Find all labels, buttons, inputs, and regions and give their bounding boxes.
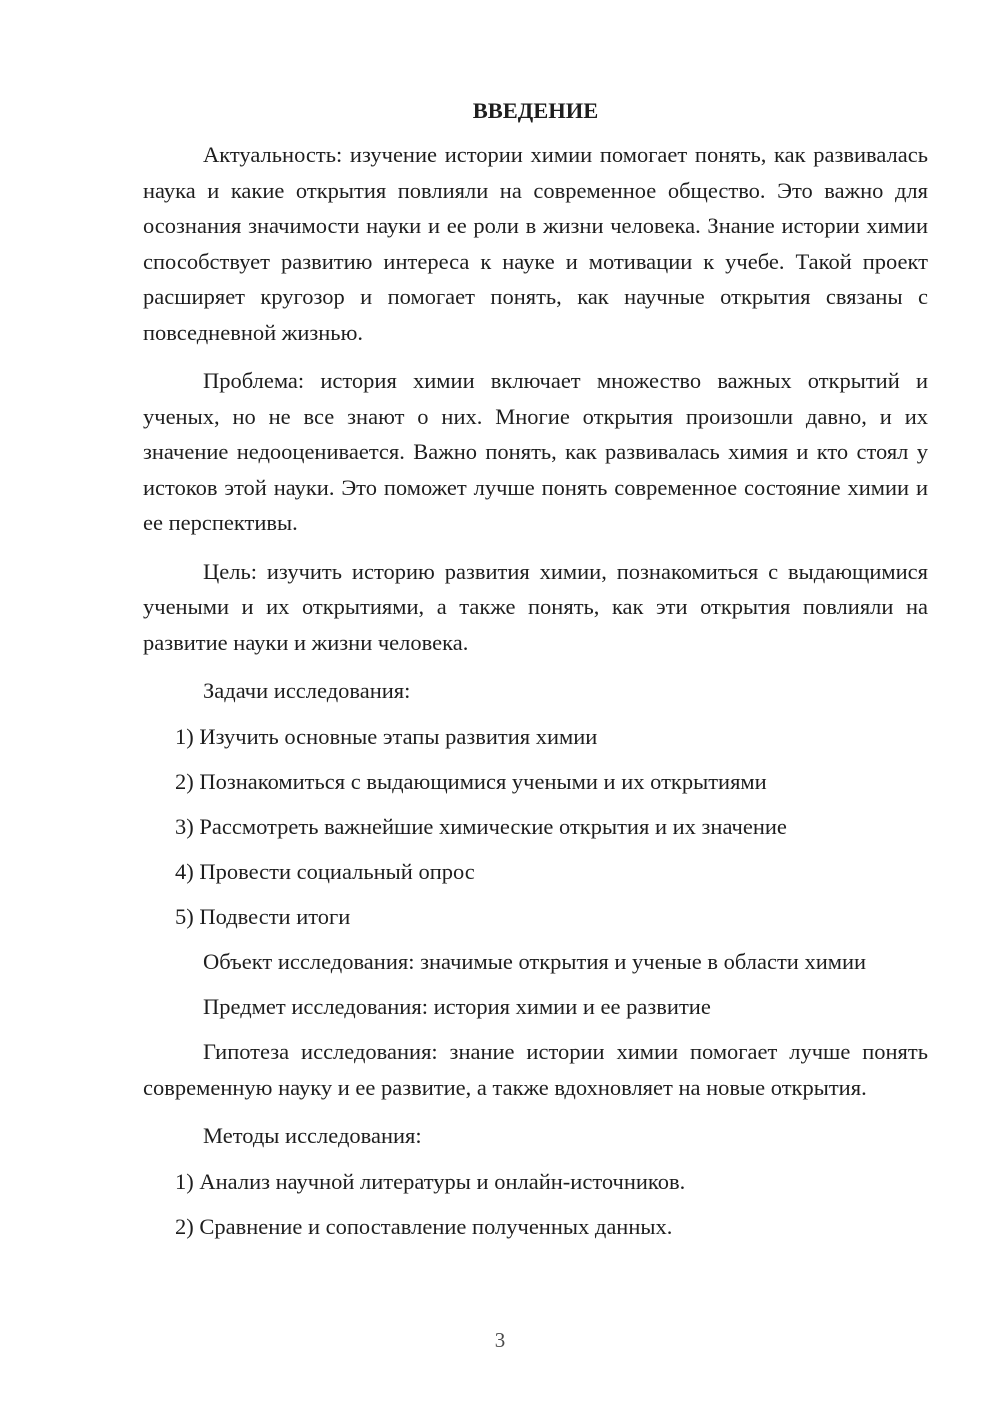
subject-paragraph: Предмет исследования: история химии и ее развитие (203, 993, 711, 1019)
relevance-paragraph: Актуальность: изучение истории химии помогает понять, как развивалась наука и какие открытия повлияли на современное общество. Это важно для осознания значимости науки и ее роли в жизни человека. Знание истории химии способствует развитию интереса к науке и мотивации к учебе. Такой проект расширяет кругозор и помогает понять, как научные открытия связаны с повседневной жизнью. (143, 142, 928, 345)
object-paragraph: Объект исследования: значимые открытия и ученые в области химии (203, 948, 867, 974)
list-item: 1) Изучить основные этапы развития химии (175, 723, 598, 749)
page-number: 3 (494, 1328, 506, 1352)
tasks-heading: Задачи исследования: (203, 678, 411, 703)
goal-paragraph: Цель: изучить историю развития химии, познакомиться с выдающимися учеными и их открытиями, а также понять, как эти открытия повлияли на развитие науки и жизни человека. (143, 558, 928, 655)
tasks-list (143, 719, 928, 935)
list-item: 1) Анализ научной литературы и онлайн-источников. (175, 1168, 686, 1194)
list-item: 2) Познакомиться с выдающимися учеными и их открытиями (175, 768, 767, 794)
list-item: 4) Провести социальный опрос (175, 858, 475, 884)
methods-list (143, 1164, 928, 1245)
methods-heading: Методы исследования: (203, 1123, 422, 1148)
document-page (143, 96, 928, 1254)
hypothesis-paragraph: Гипотеза исследования: знание истории химии помогает лучше понять современную науку и ее развитие, а также вдохновляет на новые открытия. (143, 1039, 928, 1100)
problem-paragraph: Проблема: история химии включает множество важных открытий и ученых, но не все знают о них. Многие открытия произошли давно, и их значение недооценивается. Важно понять, как развивалась химия и кто стоял у истоков этой науки. Это поможет лучше понять современное состояние химии и ее перспективы. (143, 368, 928, 535)
list-item: 2) Сравнение и сопоставление полученных данных. (175, 1213, 673, 1239)
list-item: 5) Подвести итоги (175, 903, 351, 929)
list-item: 3) Рассмотреть важнейшие химические открытия и их значение (175, 813, 787, 839)
section-title: ВВЕДЕНИЕ (472, 98, 599, 123)
